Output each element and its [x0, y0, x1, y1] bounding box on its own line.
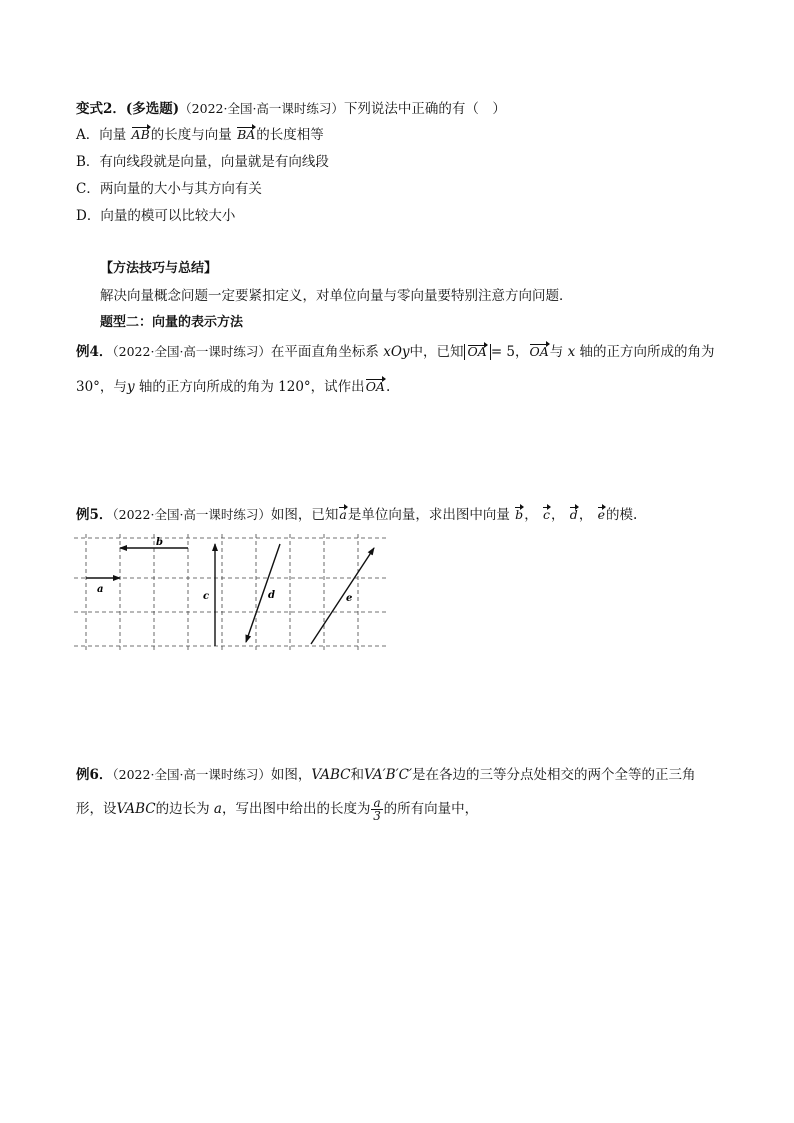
- example5-label: 例5．: [76, 507, 113, 523]
- triangle-abc-2: VABC: [116, 801, 156, 817]
- sep-2: ，: [551, 507, 565, 523]
- example6-line2-b: 的边长为: [155, 801, 210, 817]
- variant2-title: 变式2．(多选题): [76, 101, 180, 117]
- side-length-a: a: [213, 801, 222, 817]
- label-a: a: [97, 584, 104, 595]
- example4-label: 例4．: [76, 344, 113, 360]
- y-variable: y: [126, 379, 135, 395]
- fraction-a-over-3: [371, 797, 382, 822]
- coordinate-system: xOy: [383, 344, 410, 360]
- section-title: 题型二：向量的表示方法: [100, 315, 244, 330]
- example4-text-4: 轴的正方向所成的角为: [579, 344, 715, 360]
- method-heading: 【方法技巧与总结】: [100, 261, 218, 276]
- variant2-question: 下列说法中正确的有（ ）: [343, 101, 506, 117]
- example6-text-2: 和: [350, 767, 365, 783]
- grid-lines: [74, 534, 388, 650]
- option-a-mid: 的长度与向量: [150, 127, 232, 143]
- variant2-header: [76, 100, 506, 118]
- vector-d: d: [569, 507, 578, 522]
- vector-oa: OA: [467, 344, 487, 359]
- triangle-abc: VABC: [311, 767, 351, 783]
- vector-grid-figure: [70, 532, 390, 654]
- sep-1: ，: [524, 507, 538, 523]
- label-e: e: [346, 593, 353, 604]
- vector-ab: AB: [131, 127, 150, 142]
- label-c: c: [203, 591, 210, 602]
- option-a-prefix: A．向量: [76, 127, 127, 143]
- vector-e-arrow: [311, 548, 374, 644]
- example6-line2-d: 的所有向量中，: [383, 801, 479, 817]
- variant2-source: （2022·全国·高一课时练习）: [179, 101, 344, 116]
- example4-end: .: [385, 379, 391, 395]
- vector-oa-3: OA: [365, 379, 385, 394]
- vector-a: a: [339, 507, 347, 522]
- example6-text-3: 是在各边的三等分点处相交的两个全等的正三角: [412, 767, 696, 783]
- sep-3: ，: [578, 507, 593, 523]
- example6-line2: [76, 797, 478, 822]
- example5-text-3: 的模.: [606, 507, 638, 523]
- example6-line2-c: ，写出图中给出的长度为: [221, 801, 371, 817]
- example4-text-2: 中，已知: [409, 344, 464, 360]
- example4-text-3: 与: [549, 344, 564, 360]
- example6-text: 如图，: [270, 767, 312, 783]
- fraction-numerator: a: [373, 796, 381, 810]
- example6-label: 例6．: [76, 767, 113, 783]
- example5-line: [76, 506, 637, 524]
- example6-line2-a: 形，设: [76, 801, 117, 817]
- example5-text-2: 是单位向量，求出图中向量: [347, 507, 510, 523]
- example4-line2: [76, 378, 390, 396]
- example4-text: 在平面直角坐标系: [270, 344, 379, 360]
- vector-b: b: [515, 507, 524, 522]
- vector-e: e: [597, 507, 606, 522]
- label-d: d: [268, 590, 275, 601]
- example5-text: 如图，已知: [270, 507, 339, 523]
- method-text: 解决向量概念问题一定要紧扣定义，对单位向量与零向量要特别注意方向问题．: [100, 288, 573, 304]
- option-b: B．有向线段就是向量，向量就是有向线段: [76, 154, 329, 170]
- option-d: D．向量的模可以比较大小: [76, 208, 236, 224]
- vector-c: c: [542, 507, 550, 522]
- fraction-denominator: 3: [373, 809, 381, 823]
- option-a-suffix: 的长度相等: [256, 127, 324, 143]
- example4-source: （2022·全国·高一课时练习）: [112, 344, 271, 359]
- label-b: b: [156, 537, 163, 548]
- example4-eq: = 5，: [490, 344, 529, 360]
- triangle-a1b1c1: VA′B′C′: [364, 767, 413, 783]
- example4-line2-b: 轴的正方向所成的角为 120°，试作出: [138, 379, 365, 395]
- x-variable: x: [567, 344, 576, 360]
- magnitude-oa: [464, 344, 491, 360]
- example6-line1: [76, 766, 696, 784]
- example5-source: （2022·全国·高一课时练习）: [112, 507, 271, 522]
- example4-line2-a: 30°，与: [76, 379, 127, 395]
- vector-oa-2: OA: [529, 344, 549, 359]
- example4-line1: [76, 343, 715, 361]
- example6-source: （2022·全国·高一课时练习）: [112, 767, 271, 782]
- option-a: [76, 126, 324, 144]
- vector-ba: BA: [237, 127, 256, 142]
- option-c: C．两向量的大小与其方向有关: [76, 181, 262, 197]
